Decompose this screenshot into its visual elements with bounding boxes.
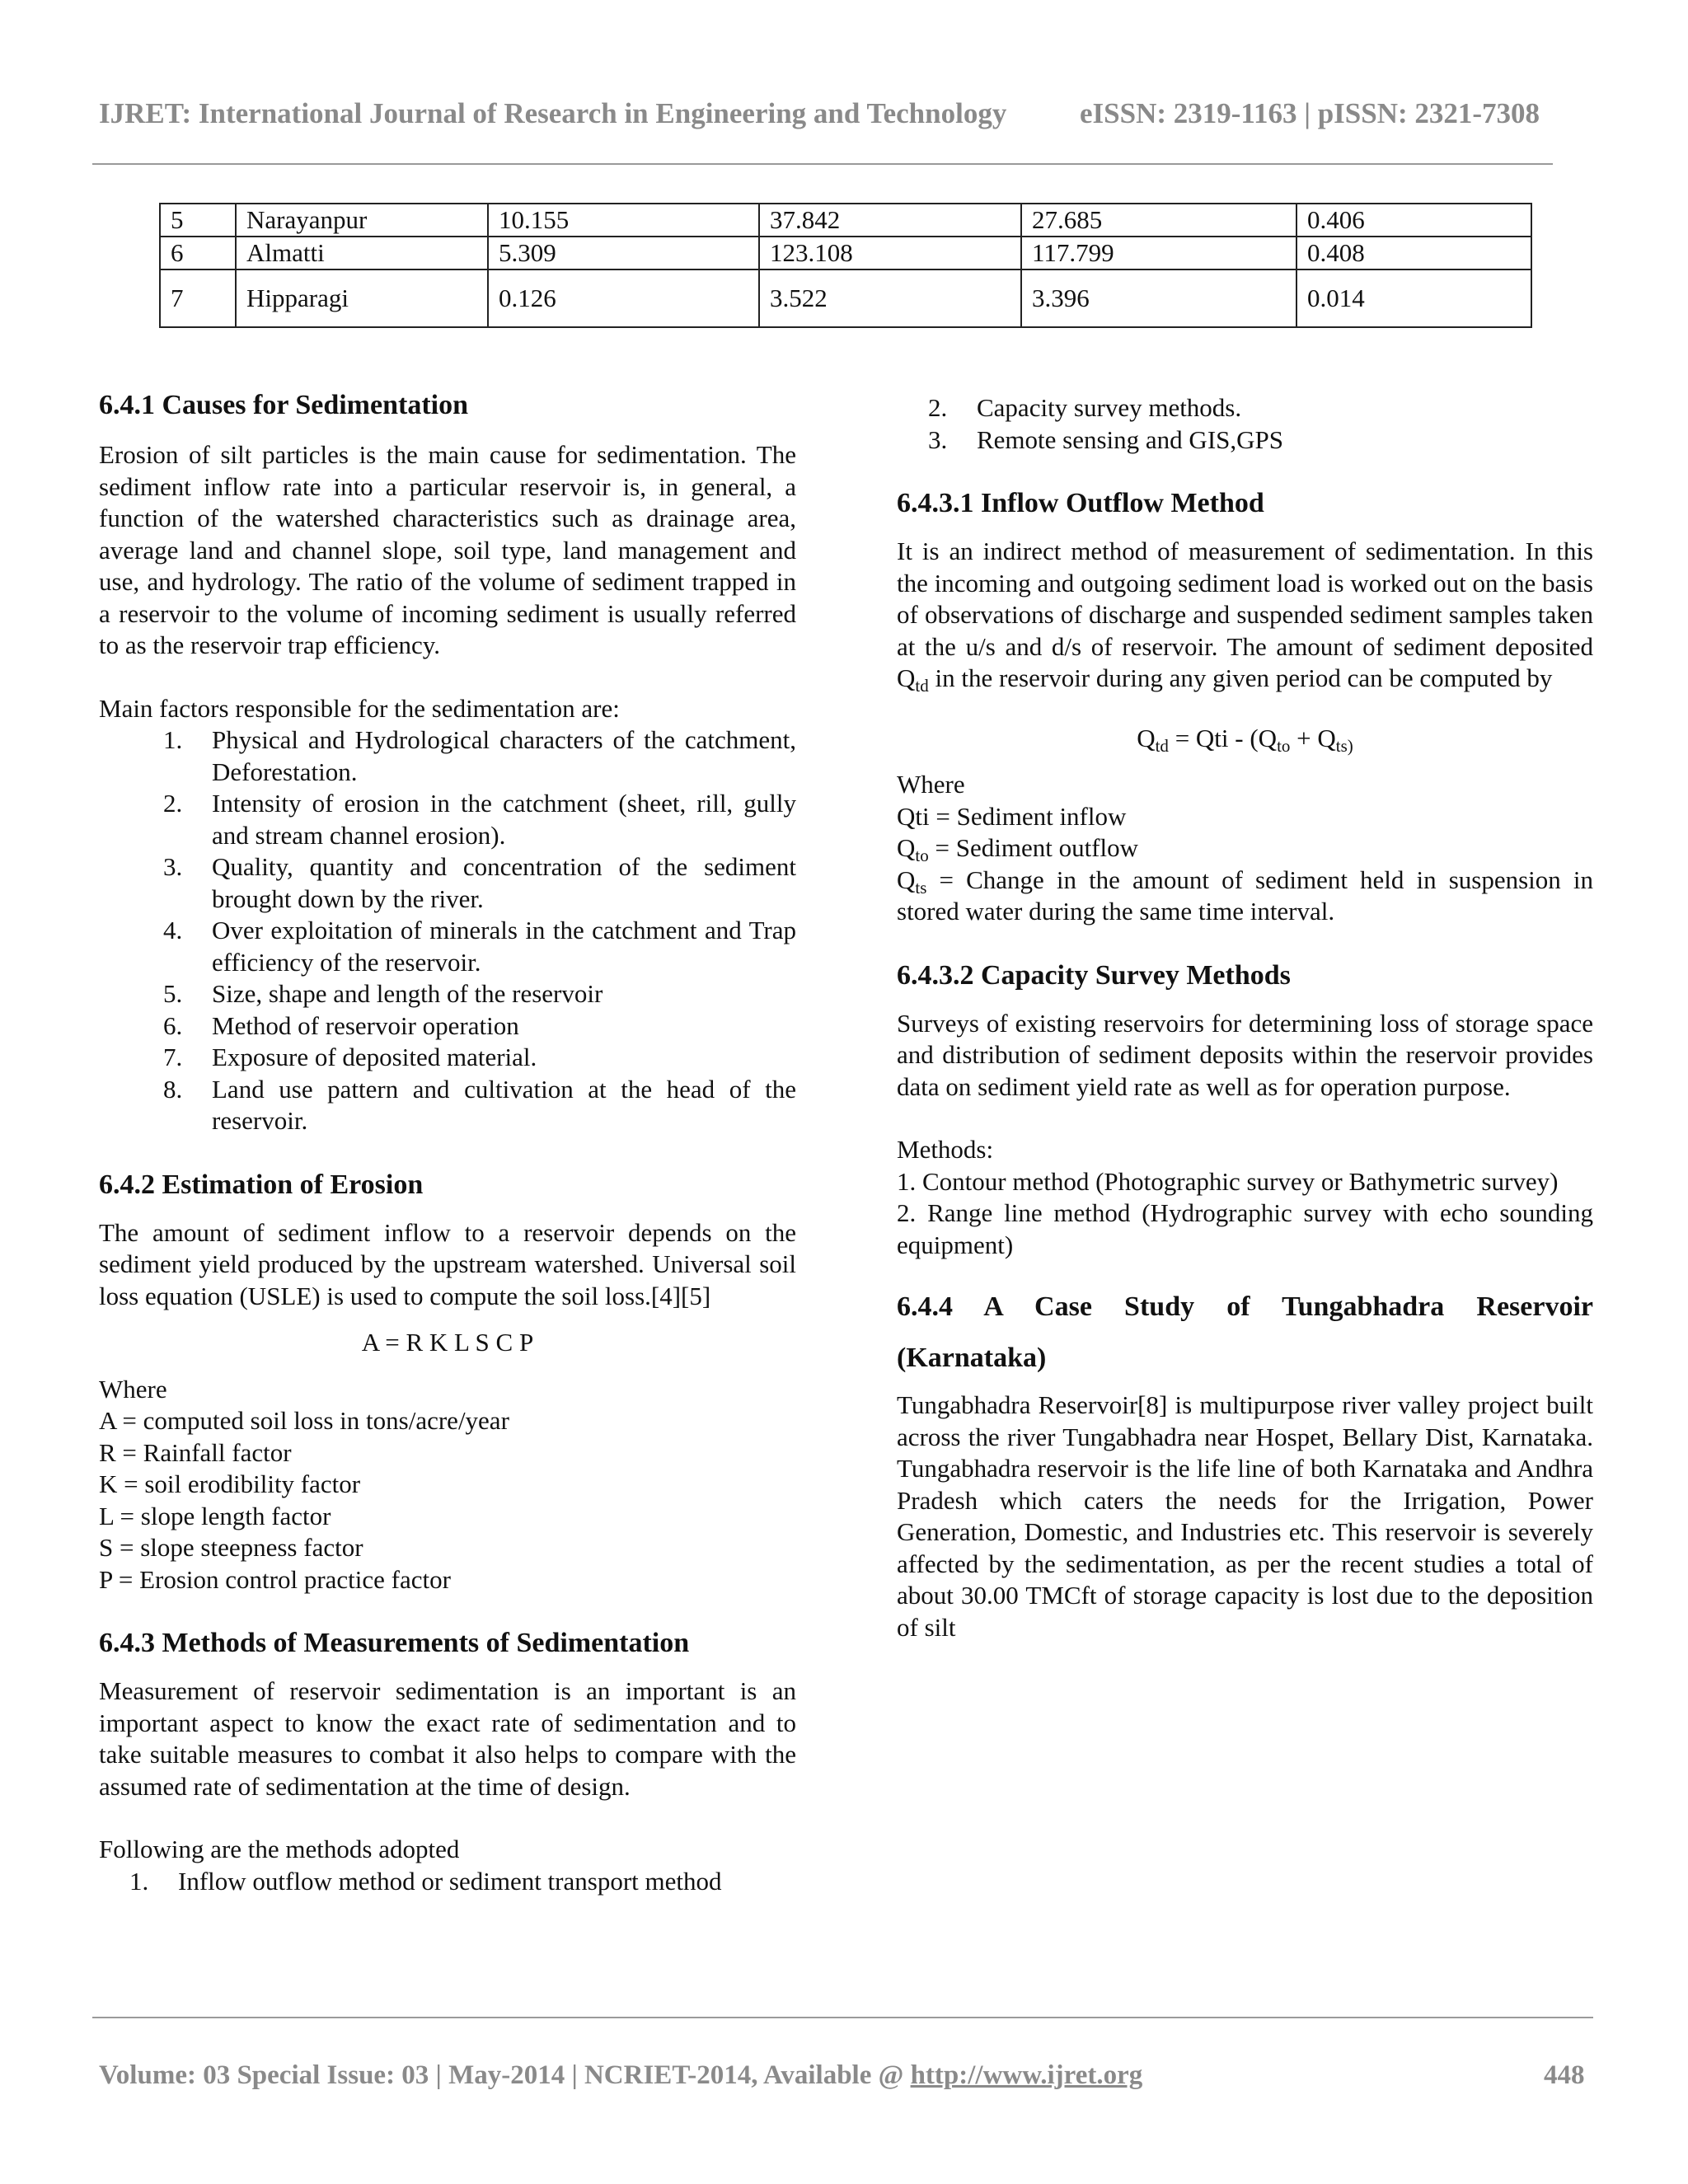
- definition: P = Erosion control practice factor: [99, 1564, 451, 1594]
- list-item: 1. Physical and Hydrological characters of the catchment, Deforestation.: [163, 725, 796, 786]
- table-cell: 0.014: [1296, 269, 1531, 327]
- paragraph-inflow-outflow: It is an indirect method of measurement of sedimentation. In this the incoming and outgoing sediment load is worked out on the basis of observations of discharge and suspended sediment samples taken at the u/s and d/s of reservoir. The amount of sediment deposited $Q_{td}$ in the reservoir during any given period can be computed by: [897, 537, 1593, 696]
- definition: L = slope length factor: [99, 1501, 331, 1530]
- table-cell: 3.522: [759, 269, 1021, 327]
- table-cell: 117.799: [1021, 237, 1296, 269]
- footer-rule: [92, 2017, 1593, 2018]
- table-cell: 37.842: [759, 204, 1021, 237]
- paragraph-erosion: The amount of sediment inflow to a reservoir depends on the sediment yield produced by the upstream watershed. Universal soil loss equation (USLE) is used to compute the soil loss.[4][5]: [99, 1217, 796, 1310]
- list-item: 1. Inflow outflow method or sediment transport method: [129, 1866, 722, 1896]
- table-cell: Almatti: [236, 237, 488, 269]
- section-heading-642: 6.4.2 Estimation of Erosion: [99, 1169, 424, 1200]
- paragraph-capacity-survey: Surveys of existing reservoirs for determining loss of storage space and distribution of sediment deposits within the reservoir provides data on sediment yield rate as well as for operation purpose.: [897, 1008, 1593, 1101]
- definition: A = computed soil loss in tons/acre/year: [99, 1406, 509, 1435]
- footer-link[interactable]: http://www.ijret.org: [910, 2060, 1143, 2090]
- right-column: [897, 392, 1593, 1643]
- table-cell: 3.396: [1021, 269, 1296, 327]
- list-item: 6. Method of reservoir operation: [163, 1010, 519, 1040]
- factors-list: [99, 724, 796, 1137]
- table-row: [160, 269, 1531, 327]
- paragraph-measurement: Measurement of reservoir sedimentation is an important is an important aspect to know the exact rate of sedimentation and to take suitable measures to combat it also helps to compare with the assumed rate of sedimentation at the time of design.: [99, 1676, 796, 1801]
- definition: K = soil erodibility factor: [99, 1469, 361, 1498]
- definition: Qti = Sediment inflow: [897, 801, 1127, 831]
- table-cell: 27.685: [1021, 204, 1296, 237]
- list-item: 4. Over exploitation of minerals in the catchment and Trap efficiency of the reservoir.: [163, 916, 796, 977]
- table-cell: 5: [160, 204, 236, 237]
- section-heading-6432: 6.4.3.2 Capacity Survey Methods: [897, 959, 1291, 991]
- methods-list: [99, 1866, 796, 1898]
- journal-title: IJRET: International Journal of Research in Engineering and Technology: [99, 97, 1007, 129]
- table-cell: 0.408: [1296, 237, 1531, 269]
- table-cell: 123.108: [759, 237, 1021, 269]
- table-cell: 10.155: [488, 204, 759, 237]
- issn: eISSN: 2319-1163 | pISSN: 2321-7308: [1080, 97, 1540, 129]
- table-cell: 7: [160, 269, 236, 327]
- list-item: 2. Intensity of erosion in the catchment (sheet, rill, gully and stream channel erosion).: [163, 789, 796, 850]
- list-item: 5. Size, shape and length of the reservoir: [163, 979, 603, 1008]
- table-cell: 6: [160, 237, 236, 269]
- method-item: 1. Contour method (Photographic survey or Bathymetric survey): [897, 1166, 1559, 1196]
- table-cell: 0.406: [1296, 204, 1531, 237]
- sediment-equation: $Q_{td}$ = Qti - ($Q_{to} + Q_{ts)}$: [1137, 723, 1353, 756]
- definition: R = Rainfall factor: [99, 1437, 292, 1467]
- footer-volume: Volume: 03 Special Issue: 03 | May-2014 | NCRIET-2014, Available @ http://www.ijret.org: [99, 2060, 1143, 2090]
- list-item: 3. Quality, quantity and concentration of the sediment brought down by the river.: [163, 852, 796, 913]
- results-table: [159, 203, 1532, 328]
- table-cell: Hipparagi: [236, 269, 488, 327]
- methods-label: Methods:: [897, 1135, 994, 1164]
- methods-list-continued: [897, 392, 1593, 456]
- section-heading-644-cont: (Karnataka): [897, 1343, 1047, 1373]
- section-heading-644: 6.4.4 A Case Study of Tungabhadra Reservoir: [897, 1291, 1593, 1322]
- list-item: 2. Capacity survey methods.: [928, 393, 1242, 422]
- factors-intro: Main factors responsible for the sedimentation are:: [99, 693, 620, 723]
- header-rule: [92, 163, 1553, 165]
- definition: $Q_{to}$ = Sediment outflow: [897, 833, 1139, 865]
- section-heading-6431: 6.4.3.1 Inflow Outflow Method: [897, 488, 1264, 518]
- usle-equation: A = R K L S C P: [361, 1328, 534, 1357]
- table-row: [160, 237, 1531, 269]
- list-item: 8. Land use pattern and cultivation at the head of the reservoir.: [163, 1074, 796, 1135]
- methods-intro: Following are the methods adopted: [99, 1835, 460, 1863]
- table-cell: 5.309: [488, 237, 759, 269]
- where-label: Where: [897, 770, 965, 799]
- definition: $Q_{ts}$ = Change in the amount of sediment held in suspension in stored water during the same time interval.: [897, 865, 1593, 926]
- method-item: 2. Range line method (Hydrographic survey with echo sounding equipment): [897, 1198, 1593, 1259]
- definition: S = slope steepness factor: [99, 1533, 363, 1562]
- where-label: Where: [99, 1374, 167, 1404]
- section-heading-641: 6.4.1 Causes for Sedimentation: [99, 390, 468, 420]
- page-number: 448: [1544, 2060, 1585, 2090]
- list-item: 7. Exposure of deposited material.: [163, 1043, 537, 1071]
- paragraph-case-study: Tungabhadra Reservoir[8] is multipurpose river valley project built across the river Tungabhadra near Hospet, Bellary Dist, Karnataka. Tungabhadra reservoir is the life line of both Karnataka and Andhra Pradesh which caters the needs for the Irrigation, Power Generation, Domestic, and Industries etc. This reservoir is severely affected by the sedimentation, as per the recent studies a total of about 30.00 TMCft of storage capacity is lost due to the deposition of silt: [897, 1390, 1593, 1642]
- list-item: 3. Remote sensing and GIS,GPS: [928, 424, 1283, 454]
- table-row: [160, 204, 1531, 237]
- table-cell: Narayanpur: [236, 204, 488, 237]
- section-heading-643: 6.4.3 Methods of Measurements of Sedimentation: [99, 1628, 690, 1658]
- paragraph-causes: Erosion of silt particles is the main cause for sedimentation. The sediment inflow rate into a particular reservoir is, in general, a function of the watershed characteristics such as drainage area, average land and channel slope, soil type, land management and use, and hydrology. The ratio of the volume of sediment trapped in a reservoir to the volume of incoming sediment is usually referred to as the reservoir trap efficiency.: [99, 440, 796, 659]
- left-column: [99, 389, 796, 1897]
- table-cell: 0.126: [488, 269, 759, 327]
